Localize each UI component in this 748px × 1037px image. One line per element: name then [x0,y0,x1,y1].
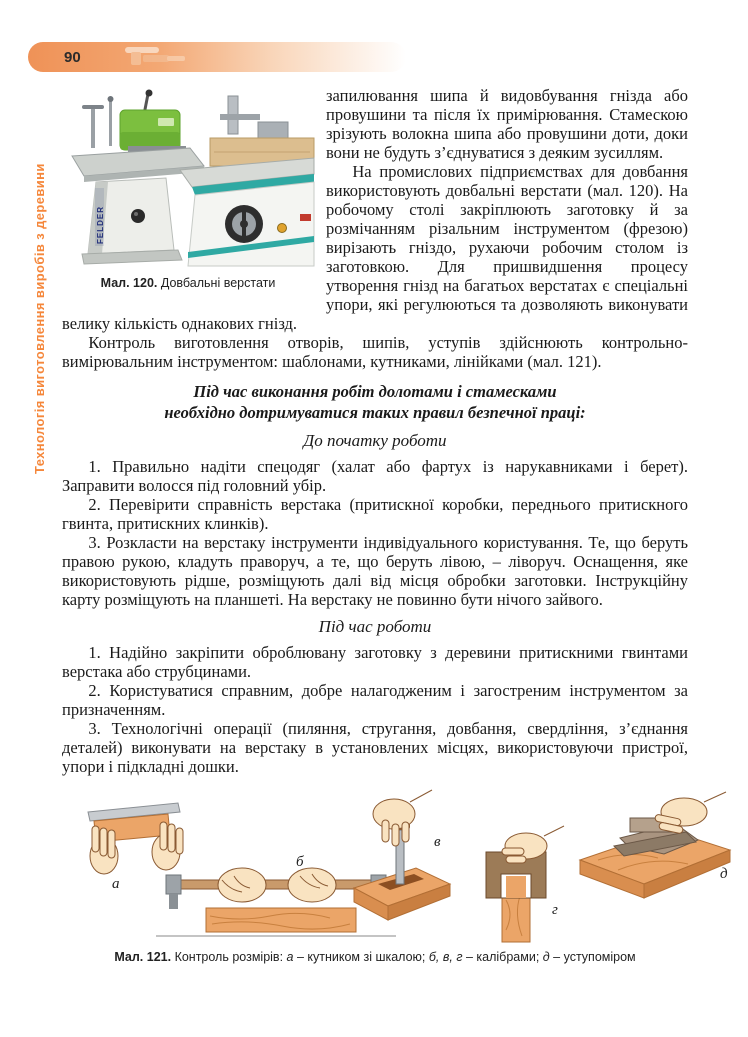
subfigure-v-label: в [434,834,441,850]
safety-rules-heading-line1: Під час виконання робіт долотами і стамесками [193,382,557,401]
page-header-band [28,42,406,72]
mortising-machines-image [62,88,314,266]
caption-italic-bvg: б, в, г [428,950,463,964]
subfigure-d-label: д [720,866,728,882]
sidebar-chapter-title: Технологія виготовлення виробів з деревини [32,163,47,474]
tools-logo-icon [123,43,213,72]
section-title-before-work: До початку роботи [303,431,447,450]
before-work-item-2: 2. Перевірити справність верстака (притискної коробки, переднього притискного гвинта, притискних клинків). [62,495,688,533]
subfigure-v-mortise-gauge [340,786,462,938]
paragraph-3: Контроль виготовлення отворів, шипів, уступів здійснюють контрольно-вимірювальним інструментом: шаблонами, кутниками, лінійками (мал. 121). [62,333,688,371]
during-work-item-1: 1. Надійно закріпити оброблювану заготовку з деревини притискними гвинтами верстака або струбцинами. [62,643,688,681]
before-work-item-1: 1. Правильно надіти спецодяг (халат або фартух із нарукавниками і берет). Заправити волосся під головний убір. [62,457,688,495]
paragraph-1: запилювання шипа й видовбування гнізда або провушини та після їх примірювання. Стамескою зрізують волокна шипа або провушини доти, доки вони не будуть з’єднуватися з деяким зусиллям. [326,86,688,162]
figure-120 [62,88,314,291]
during-work-item-3: 3. Технологічні операції (пиляння, стругання, довбання, свердління, з’єднання деталей) виконувати на верстаку в установлених місцях, використовуючи пристрої, упори і підкладні дошки. [62,719,688,776]
safety-rules-heading [62,381,688,423]
caption-text-part: – кутником зі шкалою; [293,950,429,964]
subfigure-g-label: г [552,902,558,918]
main-content [62,86,728,965]
figure-121 [62,786,728,944]
page-number: 90 [64,48,81,66]
subfigure-b-label: б [296,854,304,870]
safety-rules-heading-line2: необхідно дотримуватися таких правил безпечної праці: [164,403,586,422]
subfigure-d-step-gauge [568,788,748,902]
figure-120-caption [62,276,314,291]
caption-text-part: – уступоміром [549,950,636,964]
before-work-item-3: 3. Розкласти на верстаку інструменти індивідуального користування. Те, що беруть правою рукою, кладуть праворуч, а те, що беруть лівою, – ліворуч. Оснащення, яке використовують рідше, розміщують далі від місця обробки заготовки. Інструкційну карту розміщують на планшеті. На верстаку не повинно бути нічого зайвого. [62,533,688,609]
subfigure-a-label: а [112,876,120,892]
caption-text-part: Контроль розмірів: [174,950,287,964]
during-work-item-2: 2. Користуватися справним, добре налагодженим і загостреним інструментом за призначенням. [62,681,688,719]
caption-text-part: – калібрами; [462,950,543,964]
figure-121-caption [62,950,688,965]
machine-brand-label: FELDER [96,206,105,244]
machine-right [180,96,314,266]
figure-120-caption-text: Довбальні верстати [157,276,276,290]
caption-italic-a: а [286,950,294,964]
section-title-during-work: Під час роботи [318,617,432,636]
caption-italic-d: д [542,950,550,964]
figure-121-caption-label: Мал. 121. [114,950,172,964]
subfigure-g-tenon-calibre [464,822,572,944]
paragraph-2: На промислових підприємствах для довбання використовують довбальні верстати (мал. 120). На робочому столі закріплюють заготовку й за розмічанням різальним інструментом (фрезою) вирізають гніздо, рухаючи робочим столом із заготовкою. Для пришвидшення процесу утворення гнізд на багатьох верстатах є спеціальні упори, які регулюються та дозволяють виконувати велику кількість однакових гнізд. [62,162,688,333]
figure-120-caption-label: Мал. 120. [100,276,158,290]
